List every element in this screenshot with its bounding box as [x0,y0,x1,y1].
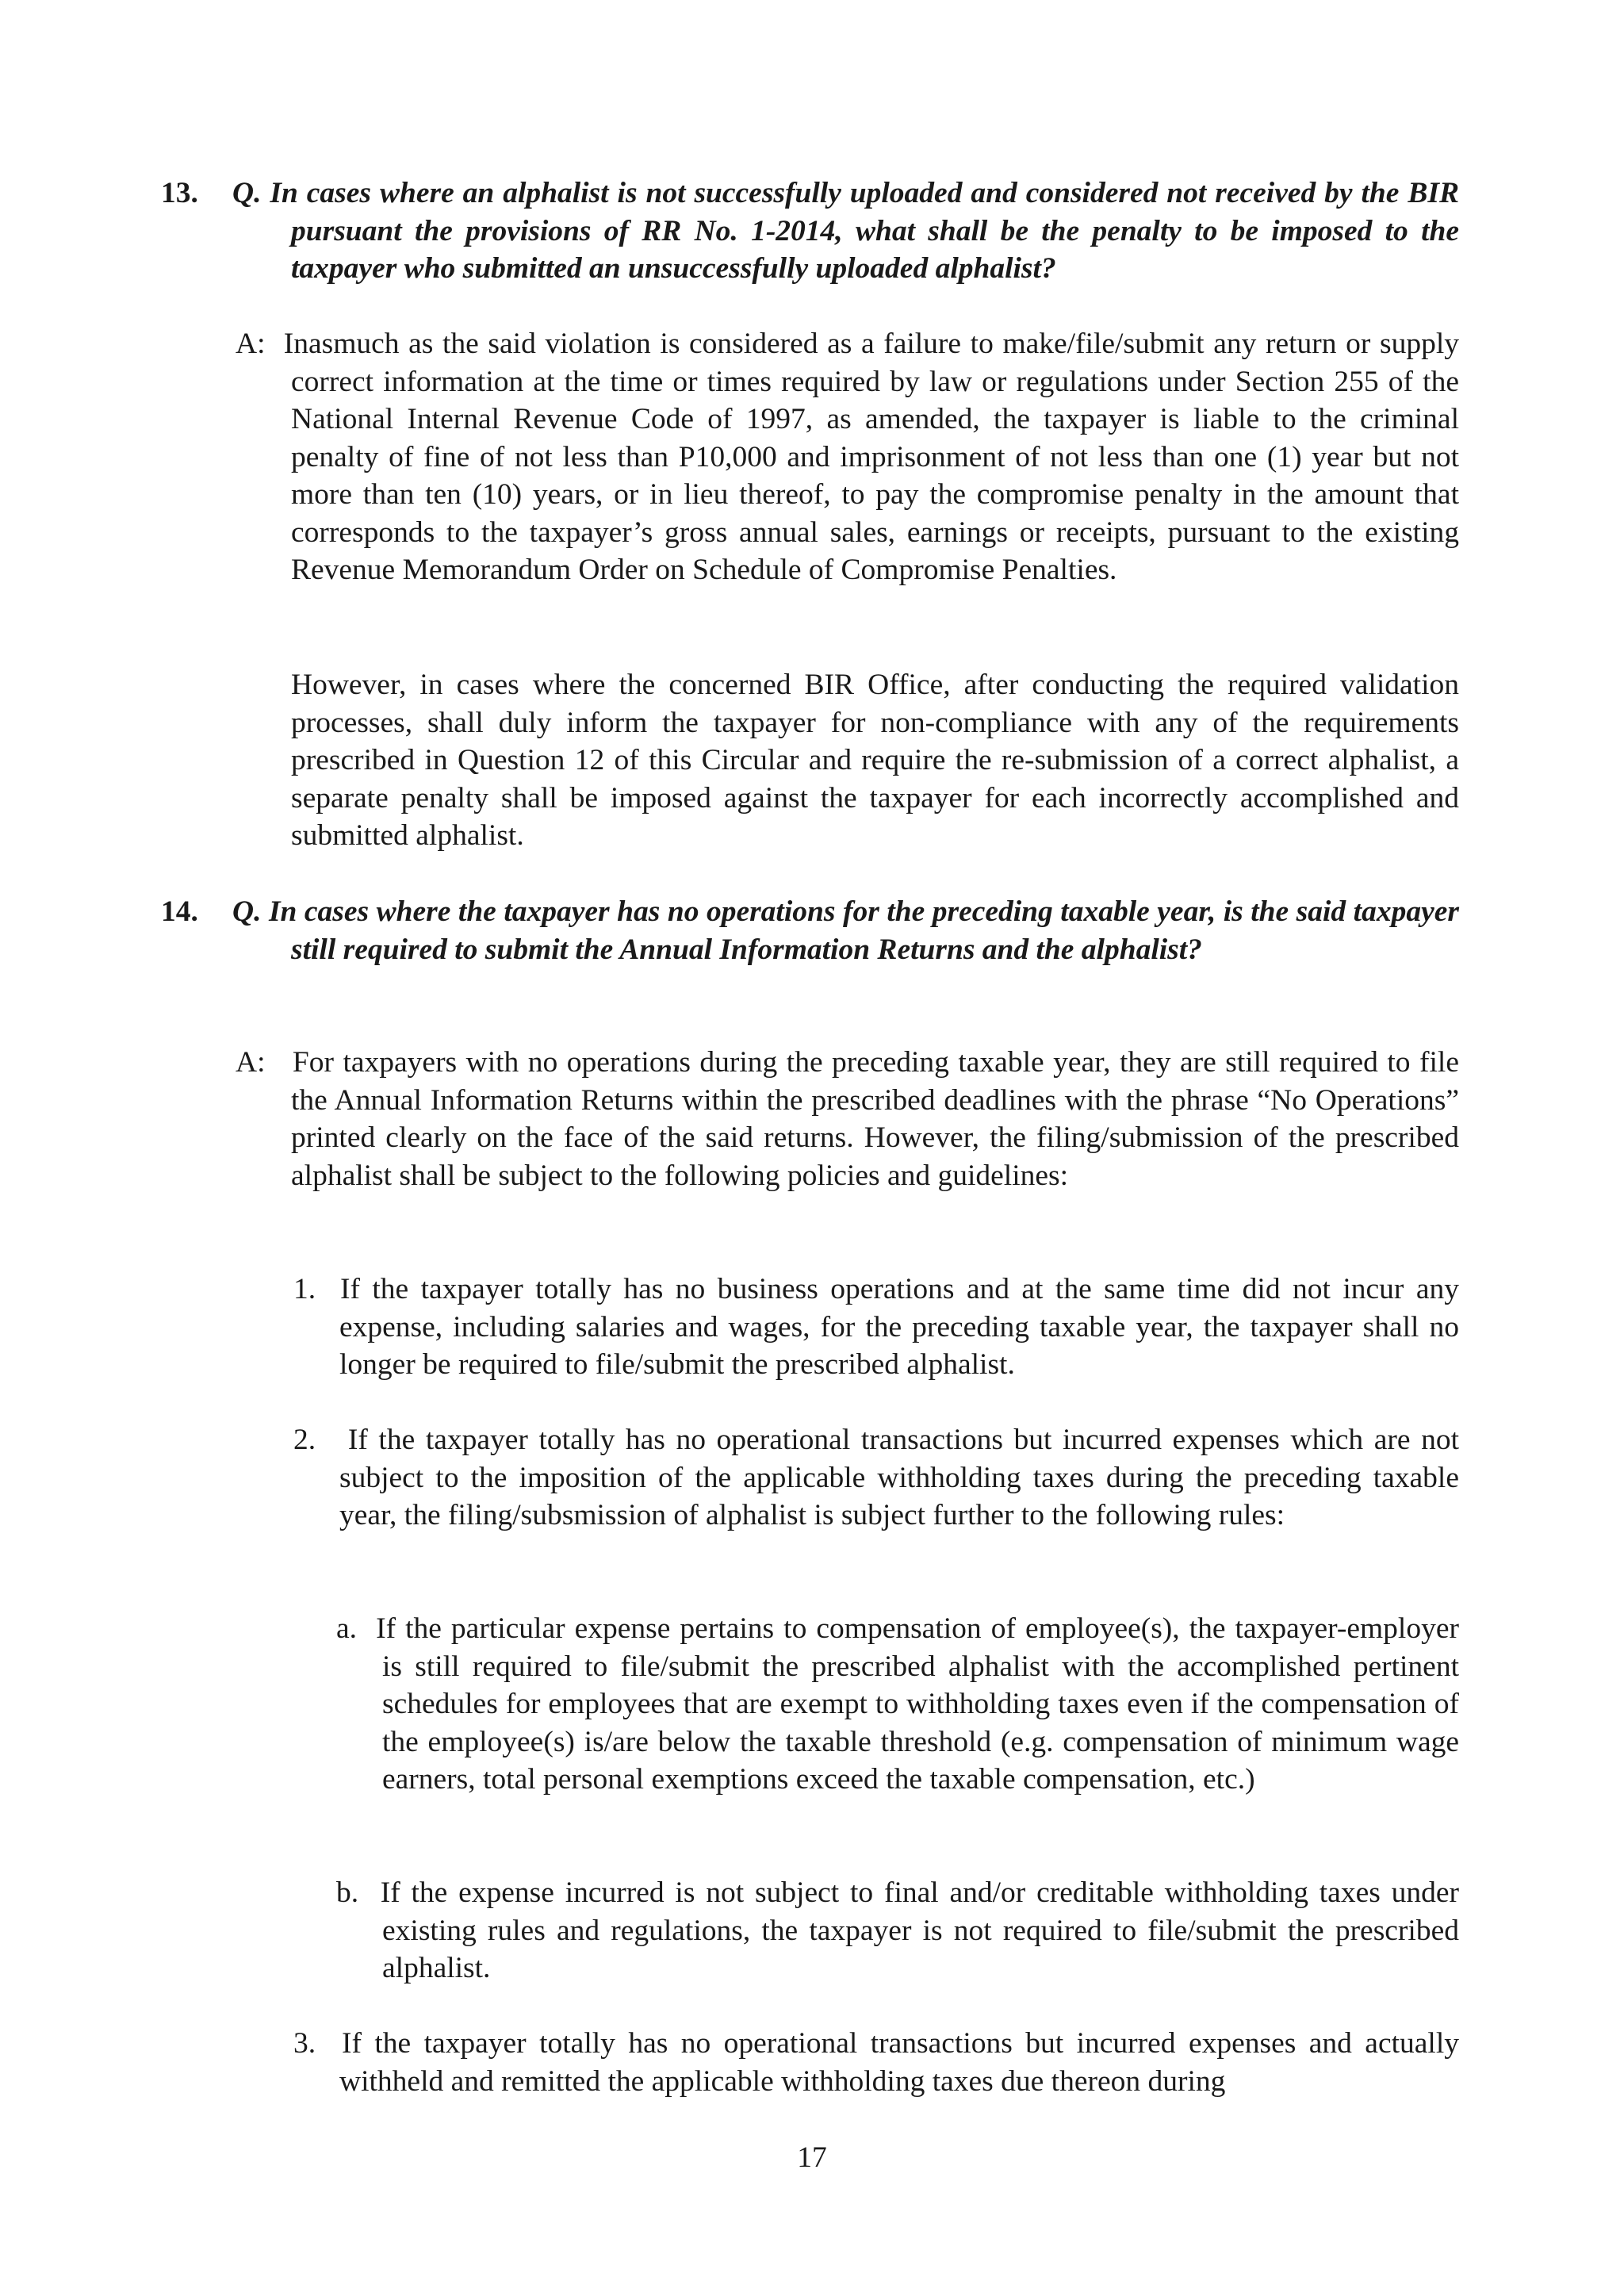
list-item: 2. If the taxpayer totally has no operational transactions but incurred expenses which are not subject to the imposition of the applicable withholding taxes during the preceding taxable year, the filing/subsmission of alphalist is subject further to the following rules: [293,1424,1459,1531]
answer-text: A: Inasmuch as the said violation is considered as a failure to make/file/submit any return or supply correct information at the time or times required by law or regulations under Section 255 of the National Internal Revenue Code of 1997, as amended, the taxpayer is liable to the criminal penalty of fine of not less than P10,000 and imprisonment of not less than one (1) year but not more than ten (10) years, or in lieu thereof, to pay the compromise penalty in the amount that corresponds to the taxpayer’s gross annual sales, earnings or receipts, pursuant to the existing Revenue Memorandum Order on Schedule of Compromise Penalties. [236,328,1459,586]
question-number: 14. [161,895,198,928]
sub-list-item: b. If the expense incurred is not subject to final and/or creditable withholding taxes under existing rules and regulations, the taxpayer is not required to file/submit the prescribed alphalist. [336,1876,1459,1984]
list-item: 3. If the taxpayer totally has no operational transactions but incurred expenses and actually withheld and remitted the applicable withholding taxes due thereon during [293,2027,1459,2098]
answer-paragraph: However, in cases where the concerned BIR Office, after conducting the required validation processes, shall duly inform the taxpayer for non-compliance with any of the requirements prescribed in Question 12 of this Circular and require the re-submission of a correct alphalist, a separate penalty shall be imposed against the taxpayer for each incorrectly accomplished and submitted alphalist. [291,669,1459,852]
answer-text: A: For taxpayers with no operations during the preceding taxable year, they are still required to file the Annual Information Returns within the prescribed deadlines with the phrase “No Operations” printed clearly on the face of the said returns. However, the filing/submission of the prescribed alphalist shall be subject to the following policies and guidelines: [236,1046,1459,1192]
question-text: Q. In cases where an alphalist is not successfully uploaded and considered not received by the BIR pursuant the provisions of RR No. 1-2014, what shall be the penalty to be imposed to the taxpayer who submitted an unsuccessfully uploaded alphalist? [232,177,1459,285]
question-number: 13. [161,177,198,209]
page-number: 17 [797,2141,827,2174]
question-text: Q. In cases where the taxpayer has no operations for the preceding taxable year, is the said taxpayer still required to submit the Annual Information Returns and the alphalist? [232,895,1459,966]
sub-list-item: a. If the particular expense pertains to compensation of employee(s), the taxpayer-employer is still required to file/submit the prescribed alphalist with the accomplished pertinent schedules for employees that are exempt to withholding taxes even if the compensation of the employee(s) is/are below the taxable threshold (e.g. compensation of minimum wage earners, total personal exemptions exceed the taxable compensation, etc.) [336,1612,1459,1796]
list-item: 1. If the taxpayer totally has no business operations and at the same time did not incur any expense, including salaries and wages, for the preceding taxable year, the taxpayer shall no longer be required to file/submit the prescribed alphalist. [293,1273,1459,1381]
